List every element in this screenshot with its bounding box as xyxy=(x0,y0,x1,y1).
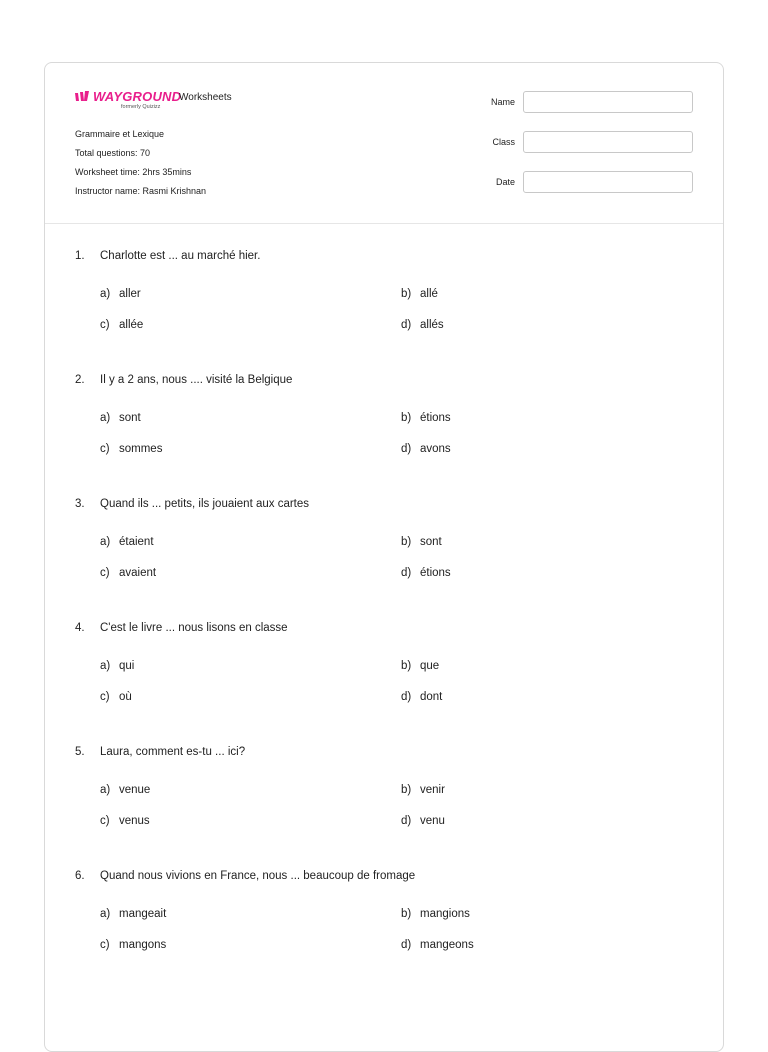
question-5 xyxy=(45,746,723,856)
question-text: C'est le livre ... nous lisons en classe xyxy=(100,622,288,634)
option-b[interactable]: b) sont xyxy=(401,536,442,548)
option-c[interactable]: c) sommes xyxy=(100,443,163,455)
class-label: Class xyxy=(492,137,515,147)
worksheet-time: Worksheet time: 2hrs 35mins xyxy=(75,167,192,177)
logo-subtitle: formerly Quizizz xyxy=(121,104,161,110)
question-text: Quand ils ... petits, ils jouaient aux cartes xyxy=(100,498,310,510)
option-a[interactable]: a) sont xyxy=(100,412,141,424)
option-d[interactable]: d) dont xyxy=(401,691,443,703)
option-c[interactable]: c) où xyxy=(100,691,132,703)
class-field[interactable] xyxy=(523,131,693,153)
option-b[interactable]: b) étions xyxy=(401,412,451,424)
name-label: Name xyxy=(490,97,515,107)
date-label: Date xyxy=(495,177,515,187)
question-number: 3. xyxy=(75,498,85,510)
question-text: Il y a 2 ans, nous .... visité la Belgique xyxy=(100,374,293,386)
wayground-logo xyxy=(75,89,185,115)
option-d[interactable]: d) mangeons xyxy=(401,939,474,951)
question-text: Laura, comment es-tu ... ici? xyxy=(100,746,246,758)
option-b[interactable]: b) mangions xyxy=(401,908,470,920)
option-d[interactable]: d) allés xyxy=(401,319,444,331)
question-number: 5. xyxy=(75,746,85,758)
question-number: 2. xyxy=(75,374,85,386)
product-label: Worksheets xyxy=(179,92,232,103)
question-1 xyxy=(45,250,723,360)
logo-mark-icon xyxy=(75,91,92,103)
option-d[interactable]: d) venu xyxy=(401,815,445,827)
date-field[interactable] xyxy=(523,171,693,193)
option-b[interactable]: b) venir xyxy=(401,784,445,796)
total-questions: Total questions: 70 xyxy=(75,148,151,158)
option-c[interactable]: c) allée xyxy=(100,319,144,331)
question-3 xyxy=(45,498,723,608)
option-a[interactable]: a) mangeait xyxy=(100,908,167,920)
option-a[interactable]: a) qui xyxy=(100,660,135,672)
option-c[interactable]: c) mangons xyxy=(100,939,167,951)
option-b[interactable]: b) allé xyxy=(401,288,438,300)
option-a[interactable]: a) étaient xyxy=(100,536,154,548)
name-field[interactable] xyxy=(523,91,693,113)
option-c[interactable]: c) avaient xyxy=(100,567,157,579)
option-a[interactable]: a) venue xyxy=(100,784,151,796)
logo-text: WAYGROUND xyxy=(93,89,182,104)
question-number: 4. xyxy=(75,622,85,634)
question-text: Quand nous vivions en France, nous ... beaucoup de fromage xyxy=(100,870,416,882)
worksheet-meta xyxy=(75,125,206,201)
question-4 xyxy=(45,622,723,732)
question-number: 6. xyxy=(75,870,85,882)
question-number: 1. xyxy=(75,250,85,262)
worksheet-page xyxy=(44,62,724,1052)
option-d[interactable]: d) étions xyxy=(401,567,451,579)
worksheet-title: Grammaire et Lexique xyxy=(75,129,165,139)
option-a[interactable]: a) aller xyxy=(100,288,141,300)
instructor-name: Instructor name: Rasmi Krishnan xyxy=(75,186,207,196)
option-c[interactable]: c) venus xyxy=(100,815,150,827)
question-text: Charlotte est ... au marché hier. xyxy=(100,250,261,262)
option-b[interactable]: b) que xyxy=(401,660,440,672)
option-d[interactable]: d) avons xyxy=(401,443,451,455)
question-6 xyxy=(45,870,723,980)
question-2 xyxy=(45,374,723,484)
worksheet-header xyxy=(45,63,723,224)
